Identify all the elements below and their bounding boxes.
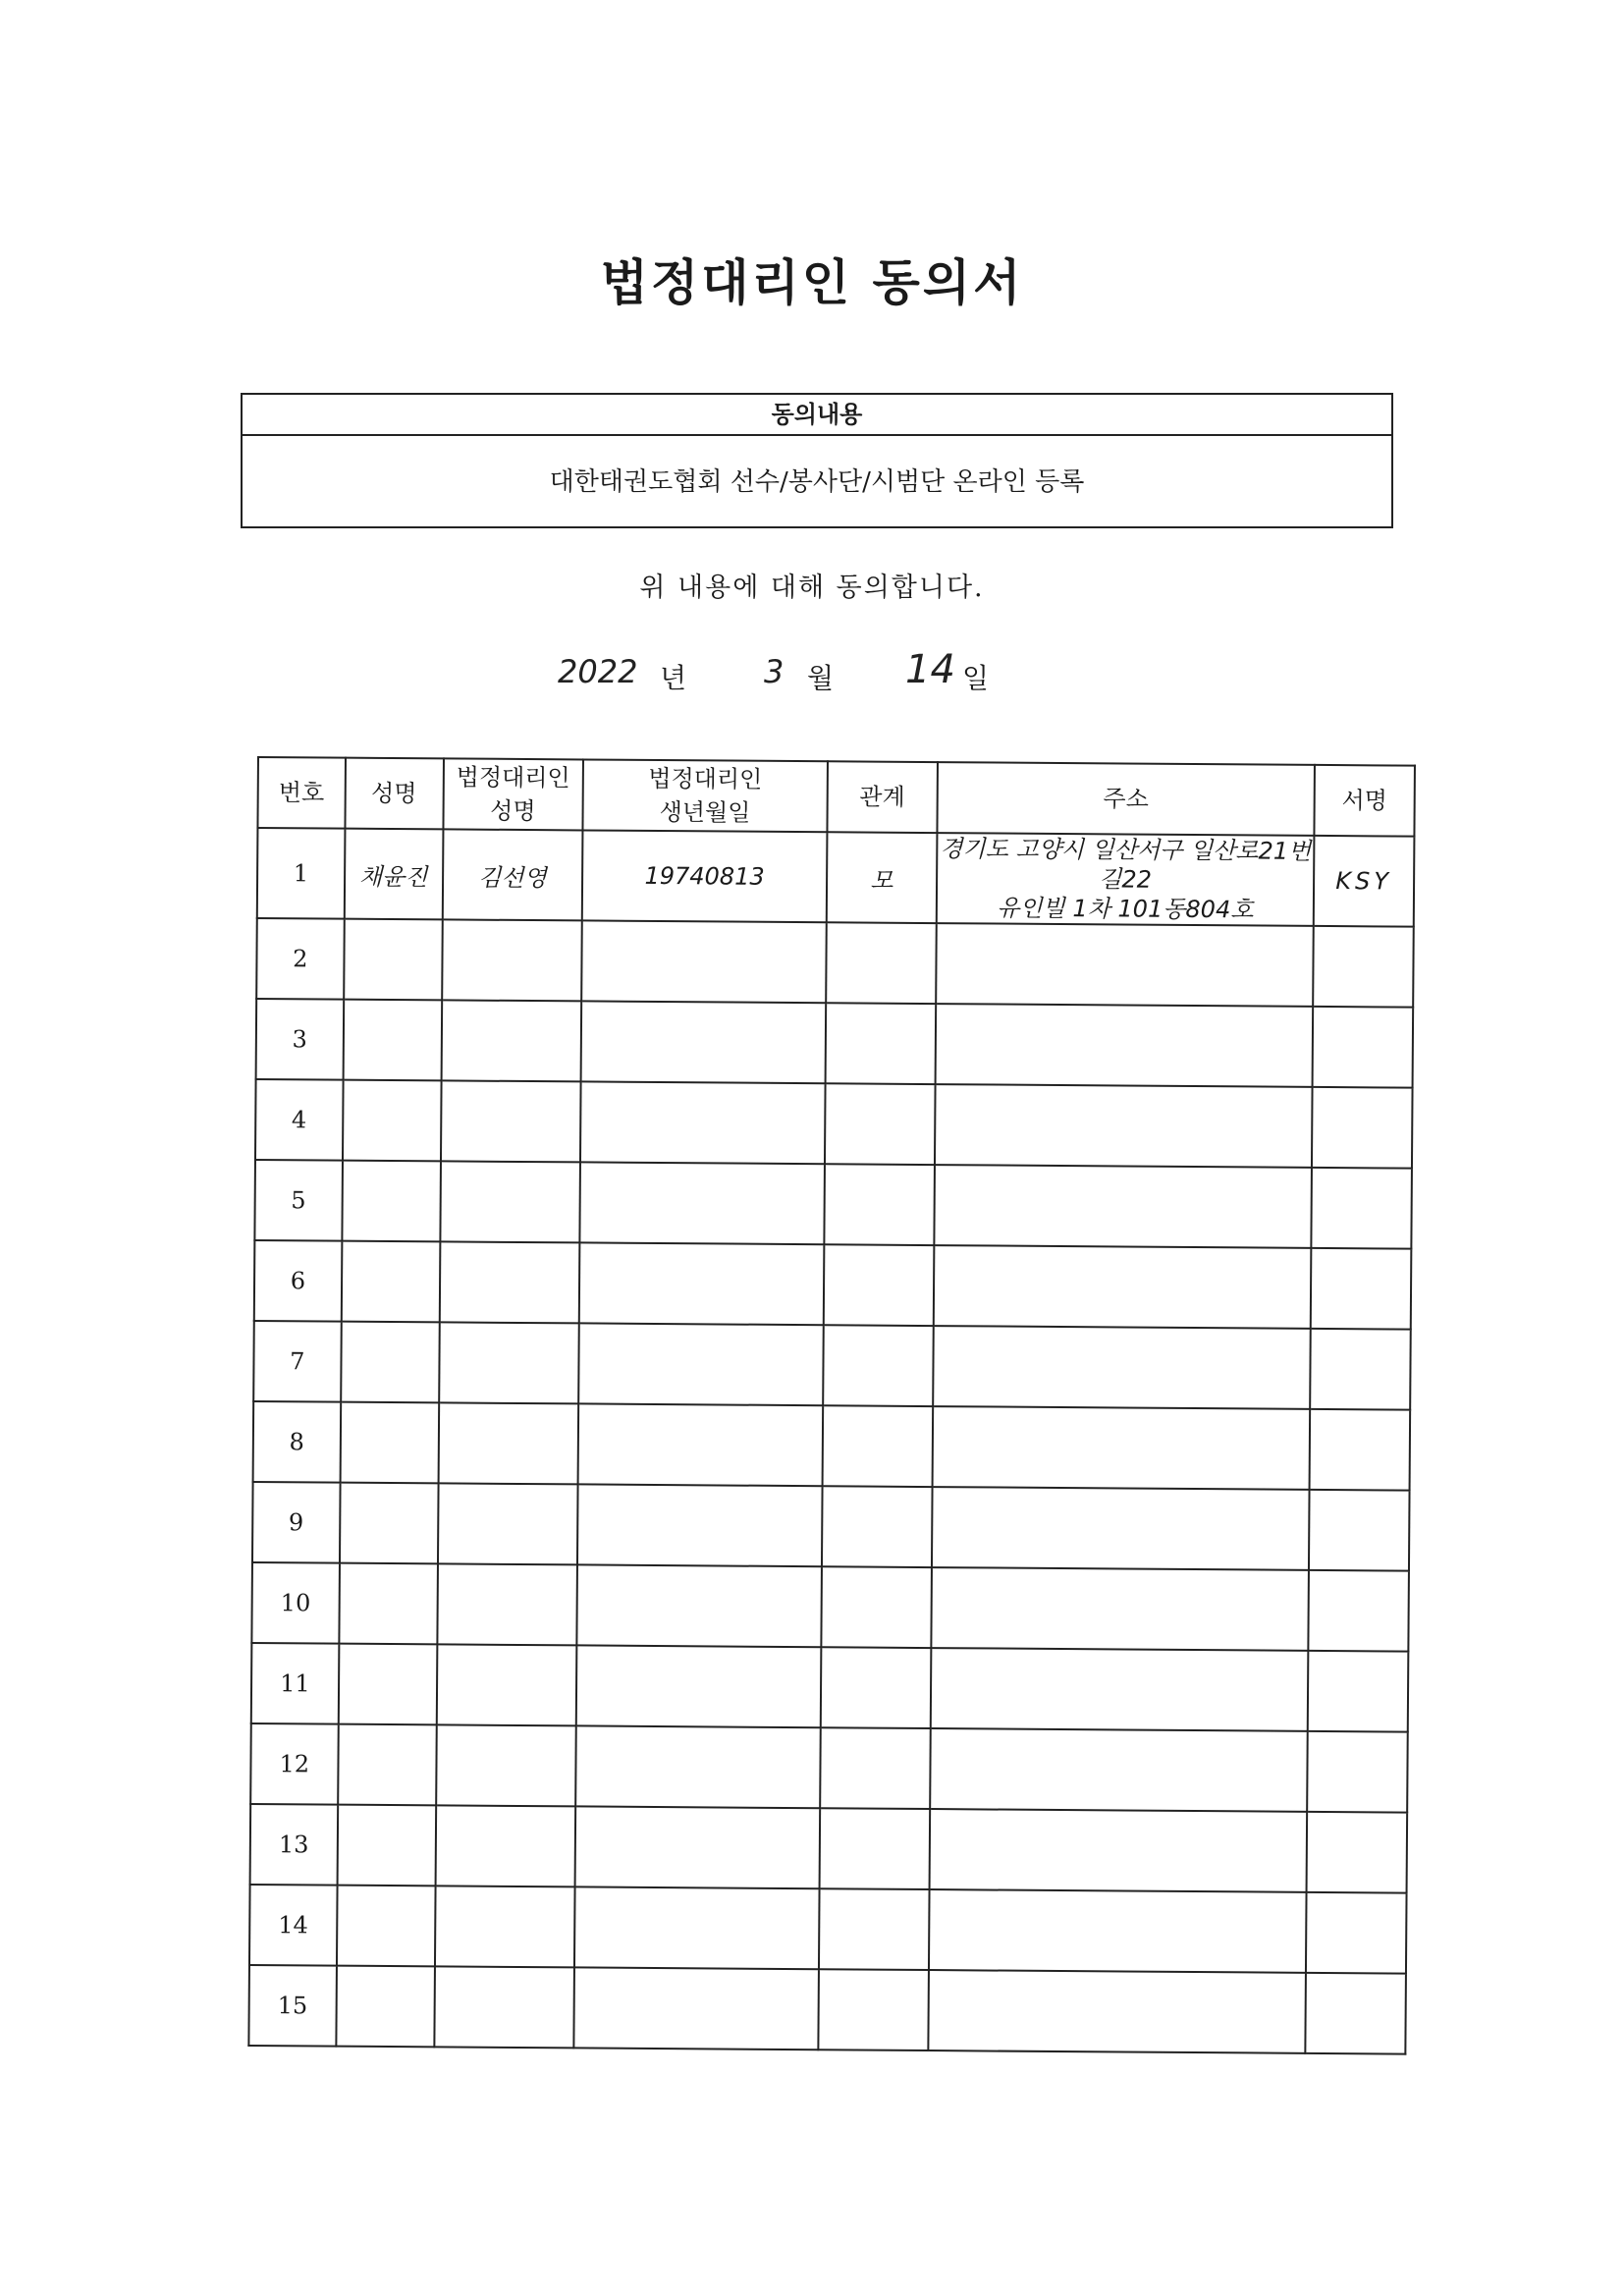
table-row bbox=[253, 1321, 1411, 1410]
cell-no: 10 bbox=[251, 1562, 339, 1644]
cell-address bbox=[931, 1648, 1309, 1731]
cell-name bbox=[340, 1483, 438, 1564]
cell-guardian-birth bbox=[578, 1323, 823, 1405]
cell-signature bbox=[1310, 1409, 1411, 1491]
cell-no: 11 bbox=[251, 1643, 339, 1724]
header-name: 성명 bbox=[345, 758, 443, 830]
cell-guardian-name bbox=[438, 1402, 578, 1484]
cell-name bbox=[344, 919, 442, 1001]
cell-no: 13 bbox=[250, 1804, 338, 1886]
cell-signature bbox=[1308, 1570, 1409, 1652]
cell-name bbox=[341, 1322, 439, 1403]
date-day: 14 bbox=[905, 647, 955, 692]
cell-signature bbox=[1306, 1892, 1407, 1974]
cell-name bbox=[343, 1000, 441, 1081]
cell-guardian-name: 김선영 bbox=[442, 829, 582, 920]
cell-name bbox=[337, 1886, 435, 1967]
cell-guardian-name bbox=[434, 1886, 574, 1967]
header-guardian-birth-line2: 생년월일 bbox=[659, 798, 751, 827]
cell-address bbox=[933, 1326, 1311, 1409]
cell-relation bbox=[823, 1325, 934, 1406]
cell-guardian-birth bbox=[579, 1242, 824, 1325]
cell-address bbox=[930, 1728, 1308, 1812]
cell-guardian-birth bbox=[574, 1886, 819, 1969]
table-row bbox=[248, 1965, 1406, 2054]
cell-no: 2 bbox=[256, 918, 344, 1000]
cell-guardian-birth bbox=[575, 1806, 820, 1888]
cell-guardian-birth bbox=[574, 1967, 819, 2050]
cell-relation bbox=[820, 1727, 931, 1809]
table-row bbox=[251, 1562, 1409, 1652]
table-row bbox=[256, 918, 1414, 1008]
header-guardian-birth-line1: 법정대리인 bbox=[648, 764, 763, 793]
cell-guardian-name bbox=[441, 1000, 581, 1081]
cell-no: 9 bbox=[252, 1482, 340, 1563]
cell-no: 3 bbox=[256, 999, 344, 1080]
cell-relation bbox=[825, 1003, 936, 1084]
cell-no: 15 bbox=[248, 1965, 336, 2047]
cell-relation bbox=[821, 1647, 932, 1728]
cell-guardian-birth: 19740813 bbox=[582, 830, 827, 922]
document-title: 법정대리인 동의서 bbox=[600, 253, 1024, 311]
date-year-unit: 년 bbox=[660, 662, 687, 694]
cell-signature bbox=[1307, 1812, 1408, 1893]
cell-name bbox=[338, 1724, 436, 1806]
cell-name bbox=[339, 1563, 437, 1645]
cell-no: 12 bbox=[250, 1723, 338, 1805]
cell-name bbox=[341, 1241, 439, 1323]
cell-guardian-birth bbox=[578, 1403, 823, 1486]
cell-name bbox=[342, 1161, 440, 1242]
cell-relation bbox=[822, 1486, 933, 1567]
cell-relation bbox=[826, 922, 937, 1004]
table-row bbox=[255, 1079, 1413, 1169]
date-line bbox=[550, 647, 1139, 702]
cell-no: 1 bbox=[257, 828, 345, 919]
header-guardian-name bbox=[443, 758, 583, 830]
cell-no: 6 bbox=[254, 1240, 342, 1322]
header-guardian-name-line1: 법정대리인 bbox=[456, 763, 570, 793]
cell-relation bbox=[825, 1083, 936, 1165]
cell-name bbox=[343, 1080, 441, 1162]
cell-relation bbox=[819, 1888, 930, 1970]
cell-guardian-birth bbox=[581, 1001, 826, 1083]
cell-relation bbox=[821, 1566, 932, 1648]
cell-address bbox=[934, 1165, 1312, 1248]
cell-guardian-name bbox=[440, 1080, 580, 1162]
table-row bbox=[253, 1401, 1411, 1491]
cell-relation: 모 bbox=[827, 832, 938, 923]
cell-name bbox=[338, 1644, 436, 1725]
address-line2: 유인빌 1차 101동804호 bbox=[997, 894, 1254, 924]
cell-signature bbox=[1305, 1973, 1406, 2054]
cell-signature bbox=[1313, 1007, 1414, 1088]
cell-signature bbox=[1309, 1490, 1410, 1571]
cell-signature bbox=[1311, 1248, 1412, 1330]
cell-address bbox=[928, 1970, 1306, 2053]
cell-name bbox=[340, 1402, 438, 1484]
cell-name: 채윤진 bbox=[344, 829, 443, 920]
cell-address bbox=[935, 1084, 1313, 1168]
cell-signature bbox=[1312, 1087, 1413, 1169]
cell-guardian-name bbox=[439, 1322, 579, 1403]
header-guardian-birth bbox=[583, 759, 828, 832]
cell-relation bbox=[824, 1244, 935, 1326]
cell-guardian-birth bbox=[577, 1484, 822, 1566]
cell-guardian-name bbox=[435, 1805, 575, 1886]
cell-guardian-name bbox=[436, 1644, 576, 1725]
cell-no: 14 bbox=[249, 1885, 337, 1966]
consent-box bbox=[241, 393, 1393, 528]
cell-guardian-name bbox=[437, 1483, 577, 1564]
consent-body: 대한태권도협회 선수/봉사단/시범단 온라인 등록 bbox=[549, 467, 1085, 497]
cell-signature bbox=[1308, 1651, 1409, 1732]
cell-guardian-name bbox=[440, 1161, 580, 1242]
cell-guardian-birth bbox=[576, 1645, 821, 1727]
table-row bbox=[249, 1885, 1407, 1974]
agree-statement: 위 내용에 대해 동의합니다. bbox=[639, 573, 985, 603]
cell-signature bbox=[1310, 1329, 1411, 1410]
cell-address bbox=[932, 1406, 1310, 1490]
cell-signature bbox=[1311, 1168, 1412, 1249]
cell-guardian-birth bbox=[577, 1564, 822, 1647]
cell-address bbox=[935, 1004, 1313, 1087]
table-row bbox=[250, 1804, 1408, 1893]
cell-address bbox=[931, 1567, 1309, 1651]
date-month-unit: 월 bbox=[807, 662, 835, 694]
cell-guardian-birth bbox=[581, 920, 826, 1003]
cell-guardian-birth bbox=[580, 1081, 825, 1164]
table-header-row bbox=[257, 757, 1414, 837]
date-year: 2022 bbox=[558, 653, 638, 690]
date-month: 3 bbox=[764, 653, 785, 690]
cell-address bbox=[934, 1245, 1312, 1329]
cell-guardian-birth bbox=[580, 1162, 825, 1244]
header-guardian-name-line2: 성명 bbox=[490, 796, 536, 826]
cell-no: 7 bbox=[253, 1321, 341, 1402]
table-row bbox=[254, 1160, 1412, 1249]
table-row bbox=[251, 1643, 1409, 1732]
cell-relation bbox=[818, 1969, 929, 2050]
header-signature: 서명 bbox=[1314, 765, 1414, 837]
cell-name bbox=[337, 1805, 435, 1886]
cell-address bbox=[932, 1487, 1310, 1570]
table-row bbox=[254, 1240, 1412, 1330]
cell-relation bbox=[824, 1164, 935, 1245]
table-row bbox=[256, 999, 1414, 1088]
cell-no: 4 bbox=[255, 1079, 343, 1161]
cell-no: 8 bbox=[253, 1401, 341, 1483]
header-no: 번호 bbox=[257, 757, 345, 829]
cell-relation bbox=[819, 1808, 930, 1889]
table-row bbox=[250, 1723, 1408, 1813]
cell-no: 5 bbox=[254, 1160, 342, 1241]
cell-guardian-name bbox=[442, 919, 582, 1001]
table-row bbox=[257, 828, 1415, 927]
cell-name bbox=[336, 1966, 434, 2048]
cell-address bbox=[937, 833, 1315, 926]
date-day-unit: 일 bbox=[962, 662, 990, 694]
header-address: 주소 bbox=[937, 762, 1315, 836]
consent-header: 동의내용 bbox=[243, 395, 1391, 436]
cell-guardian-name bbox=[436, 1724, 576, 1806]
table-row bbox=[252, 1482, 1410, 1571]
address-line1: 경기도 고양시 일산서구 일산로21번길22 bbox=[940, 835, 1312, 894]
cell-guardian-name bbox=[434, 1966, 574, 2048]
cell-guardian-name bbox=[437, 1563, 577, 1645]
registration-table bbox=[247, 756, 1416, 2055]
cell-signature bbox=[1307, 1731, 1408, 1813]
cell-address bbox=[929, 1889, 1307, 1973]
cell-signature bbox=[1313, 926, 1414, 1008]
cell-relation bbox=[822, 1405, 933, 1487]
header-relation: 관계 bbox=[827, 761, 938, 833]
cell-address bbox=[929, 1809, 1307, 1892]
cell-signature: KSY bbox=[1314, 836, 1415, 927]
cell-address bbox=[936, 923, 1314, 1007]
cell-guardian-name bbox=[439, 1241, 579, 1323]
cell-guardian-birth bbox=[575, 1725, 820, 1808]
